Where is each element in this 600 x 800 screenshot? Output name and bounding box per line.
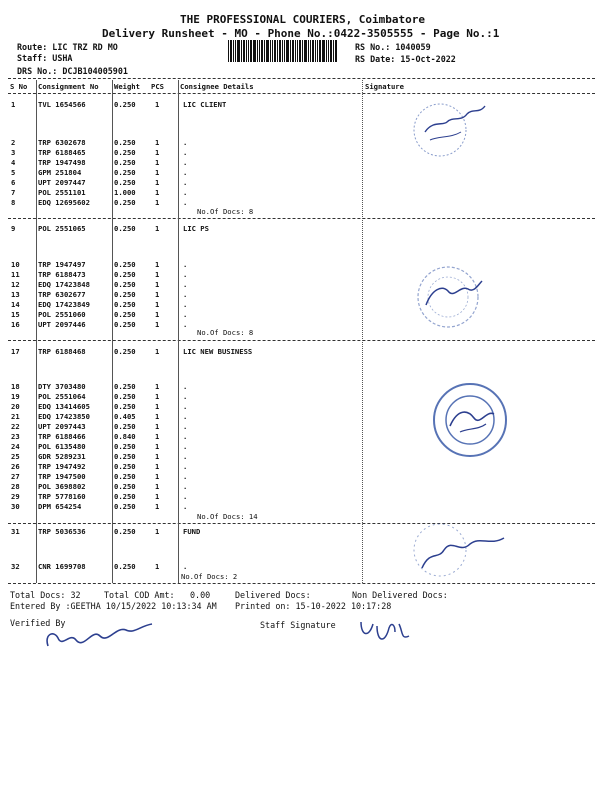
staff: Staff: USHA: [17, 53, 73, 63]
table-row: 28 POL 3698802 0.250 1 .: [11, 482, 188, 491]
divider: [8, 340, 595, 341]
table-row: 24 POL 6135480 0.250 1 .: [11, 442, 188, 451]
runsheet-title: Delivery Runsheet - MO - Phone No.:0422-3505555 - Page No.:1: [102, 27, 500, 40]
divider: [8, 218, 595, 219]
col-consignment: Consignment No: [38, 82, 99, 91]
route: Route: LIC TRZ RD MO: [17, 42, 118, 52]
table-row: 25 GDR 5289231 0.250 1 .: [11, 452, 188, 461]
no-of-docs: No.Of Docs: 14: [197, 512, 258, 521]
table-row: 30 DPM 654254 0.250 1 .: [11, 502, 188, 511]
staff-signature-label: Staff Signature: [260, 620, 336, 630]
verified-by-label: Verified By: [10, 618, 66, 628]
table-row: 26 TRP 1947492 0.250 1 .: [11, 462, 188, 471]
column-separator: [362, 80, 363, 583]
table-row: 9 POL 2551065 0.250 1 LIC PS: [11, 224, 209, 233]
rs-number: RS No.: 1040059: [355, 42, 431, 52]
col-weight: Weight: [114, 82, 140, 91]
table-row: 12 EDQ 17423848 0.250 1 .: [11, 280, 188, 289]
printed-on: Printed on: 15-10-2022 10:17:28: [235, 601, 392, 611]
table-row: 22 UPT 2097443 0.250 1 .: [11, 422, 188, 431]
consignee-name: LIC NEW BUSINESS: [183, 347, 253, 356]
table-row: 14 EDQ 17423849 0.250 1 .: [11, 300, 188, 309]
table-row: 18 DTY 3703480 0.250 1 .: [11, 382, 188, 391]
table-row: 6 UPT 2097447 0.250 1 .: [11, 178, 188, 187]
total-cod-label: Total COD Amt:: [104, 590, 175, 600]
no-of-docs: No.Of Docs: 8: [197, 207, 254, 216]
table-row: 21 EDQ 17423850 0.405 1 .: [11, 412, 188, 421]
divider: [8, 78, 595, 79]
table-row: 32 CNR 1699708 0.250 1 .: [11, 562, 188, 571]
table-row: 3 TRP 6188465 0.250 1 .: [11, 148, 188, 157]
table-row: 2 TRP 6302678 0.250 1 .: [11, 138, 188, 147]
table-row: 5 GPM 251804 0.250 1 .: [11, 168, 188, 177]
table-row: 15 POL 2551060 0.250 1 .: [11, 310, 188, 319]
column-separator: [36, 80, 37, 583]
delivered-docs: Delivered Docs:: [235, 590, 311, 600]
table-row: 10 TRP 1947497 0.250 1 .: [11, 260, 188, 269]
consignee-name: FUND: [183, 527, 201, 536]
entered-by: Entered By :GEETHA 10/15/2022 10:13:34 AM: [10, 601, 217, 611]
col-consignee: Consignee Details: [180, 82, 254, 91]
barcode: [228, 40, 348, 62]
table-row: 8 EDQ 12695602 0.250 1 .: [11, 198, 188, 207]
column-separator: [178, 80, 179, 583]
col-sno: S No: [10, 82, 28, 91]
no-of-docs: No.Of Docs: 8: [197, 328, 254, 337]
table-row: 13 TRP 6302677 0.250 1 .: [11, 290, 188, 299]
col-signature: Signature: [365, 82, 404, 91]
table-row: 19 POL 2551064 0.250 1 .: [11, 392, 188, 401]
non-delivered-docs: Non Delivered Docs:: [352, 590, 448, 600]
column-separator: [112, 80, 113, 583]
total-docs: Total Docs: 32: [10, 590, 81, 600]
no-of-docs: No.Of Docs: 2: [181, 572, 238, 581]
table-row: 31 TRP 5036536 0.250 1 FUND: [11, 527, 201, 536]
consignee-name: LIC PS: [183, 224, 209, 233]
table-header: [0, 82, 600, 92]
table-row: 23 TRP 6188466 0.840 1 .: [11, 432, 188, 441]
table-row: 29 TRP 5778160 0.250 1 .: [11, 492, 188, 501]
consignee-name: LIC CLIENT: [183, 100, 227, 109]
col-pcs: PCS: [151, 82, 164, 91]
divider: [8, 583, 595, 584]
table-row: 17 TRP 6188468 0.250 1 LIC NEW BUSINESS: [11, 347, 253, 356]
divider: [8, 93, 595, 94]
cod-amount: 0.00: [190, 590, 211, 600]
drs-number: DRS No.: DCJB104005901: [17, 66, 128, 76]
table-row: 1 TVL 1654566 0.250 1 LIC CLIENT: [11, 100, 227, 109]
table-row: 20 EDQ 13414605 0.250 1 .: [11, 402, 188, 411]
table-row: 4 TRP 1947498 0.250 1 .: [11, 158, 188, 167]
table-row: 16 UPT 2097446 0.250 1 .: [11, 320, 188, 329]
company-name: THE PROFESSIONAL COURIERS, Coimbatore: [180, 13, 426, 26]
table-row: 11 TRP 6188473 0.250 1 .: [11, 270, 188, 279]
table-row: 7 POL 2551101 1.000 1 .: [11, 188, 188, 197]
table-row: 27 TRP 1947500 0.250 1 .: [11, 472, 188, 481]
rs-date: RS Date: 15-Oct-2022: [355, 54, 456, 64]
divider: [8, 523, 595, 524]
staff-signature: [355, 614, 415, 648]
